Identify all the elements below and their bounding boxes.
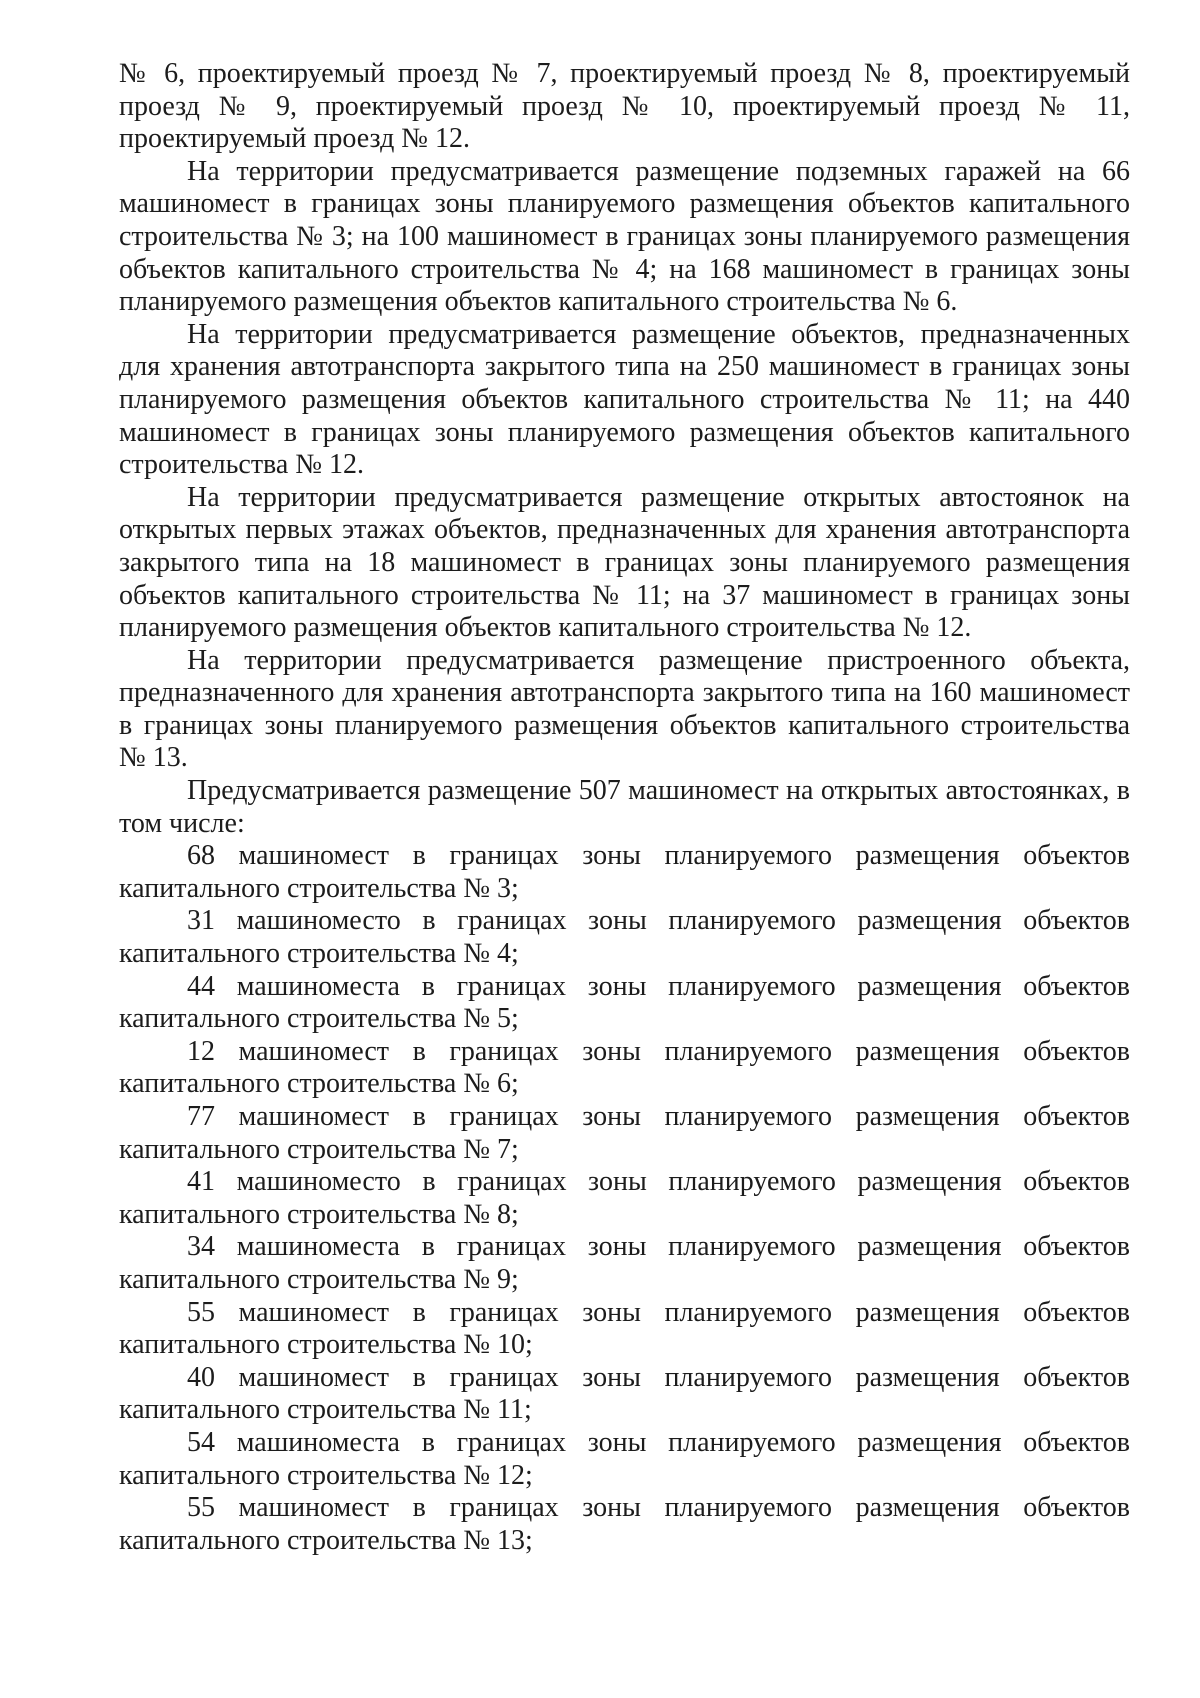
document-body — [119, 58, 1130, 1557]
list-item-zone-3: 68 машиномест в границах зоны планируемого размещения объектов капитального строительства № 3; — [119, 840, 1130, 904]
paragraph-closed-storage: На территории предусматривается размещение объектов, предназначенных для хранения автотранспорта закрытого типа на 250 машиномест в границах зоны планируемого размещения объектов капитального строительства № 11; на 440 машиномест в границах зоны планируемого размещения объектов капитального строительства № 12. — [119, 318, 1130, 481]
list-item-zone-8: 41 машиноместо в границах зоны планируемого размещения объектов капитального строительства № 8; — [119, 1166, 1130, 1230]
paragraph-attached-object: На территории предусматривается размещение пристроенного объекта, предназначенного для хранения автотранспорта закрытого типа на 160 машиномест в границах зоны планируемого размещения объектов капитального строительства № 13. — [119, 644, 1130, 774]
list-item-zone-4: 31 машиноместо в границах зоны планируемого размещения объектов капитального строительства № 4; — [119, 905, 1130, 970]
list-item-zone-12: 54 машиноместа в границах зоны планируемого размещения объектов капитального строительства № 12; — [119, 1426, 1130, 1491]
paragraph-open-parking-intro: Предусматривается размещение 507 машиномест на открытых автостоянках, в том числе: — [119, 775, 1130, 839]
list-item-zone-9: 34 машиноместа в границах зоны планируемого размещения объектов капитального строительства № 9; — [119, 1231, 1130, 1295]
paragraph-continuation: № 6, проектируемый проезд № 7, проектируемый проезд № 8, проектируемый проезд № 9, проектируемый проезд № 10, проектируемый проезд № 11, проектируемый проезд № 12. — [119, 58, 1130, 155]
list-item-zone-10: 55 машиномест в границах зоны планируемого размещения объектов капитального строительства № 10; — [119, 1296, 1130, 1361]
list-item-zone-11: 40 машиномест в границах зоны планируемого размещения объектов капитального строительства № 11; — [119, 1361, 1130, 1426]
list-item-zone-6: 12 машиномест в границах зоны планируемого размещения объектов капитального строительства № 6; — [119, 1035, 1130, 1100]
list-item-zone-7: 77 машиномест в границах зоны планируемого размещения объектов капитального строительства № 7; — [119, 1101, 1130, 1165]
paragraph-underground-garages: На территории предусматривается размещение подземных гаражей на 66 машиномест в границах зоны планируемого размещения объектов капитального строительства № 3; на 100 машиномест в границах зоны планируемого размещения объектов капитального строительства № 4; на 168 машиномест в границах зоны планируемого размещения объектов капитального строительства № 6. — [119, 155, 1130, 318]
paragraph-open-first-floors: На территории предусматривается размещение открытых автостоянок на открытых первых этажах объектов, предназначенных для хранения автотранспорта закрытого типа на 18 машиномест в границах зоны планируемого размещения объектов капитального строительства № 11; на 37 машиномест в границах зоны планируемого размещения объектов капитального строительства № 12. — [119, 481, 1130, 644]
list-item-zone-5: 44 машиноместа в границах зоны планируемого размещения объектов капитального строительства № 5; — [119, 970, 1130, 1035]
list-item-zone-13: 55 машиномест в границах зоны планируемого размещения объектов капитального строительства № 13; — [119, 1492, 1130, 1556]
